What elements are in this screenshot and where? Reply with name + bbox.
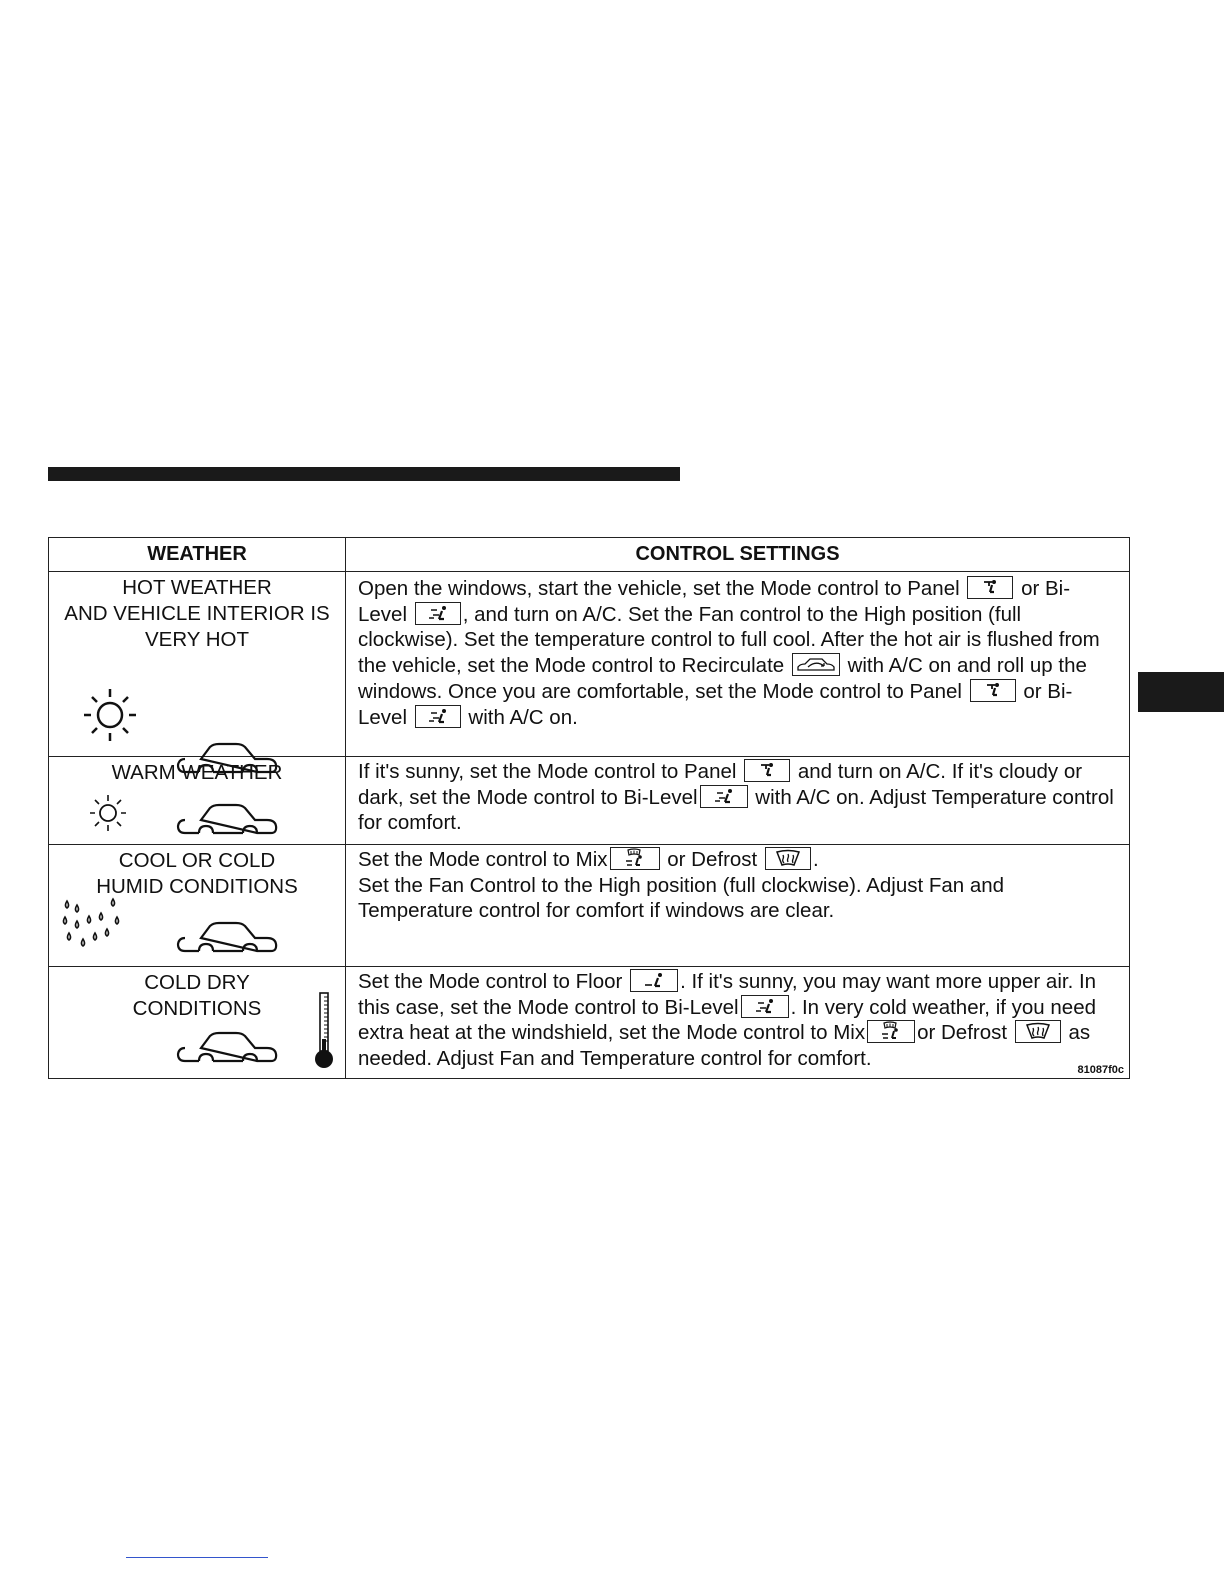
settings-text: Set the Mode control to Floor [358,970,623,993]
chapter-tab-marker [1138,672,1224,712]
raindrops-icon [61,897,127,955]
settings-text: . [812,848,819,871]
bilevel-mode-icon [415,602,461,625]
settings-text: or Bi-Level [358,577,1071,626]
settings-text: Set the Mode control to Mix [358,848,608,871]
bilevel-mode-icon [700,785,748,808]
settings-cell [346,757,1130,845]
bilevel-mode-icon [741,995,789,1018]
mix-mode-icon [867,1020,915,1043]
car-icon [175,919,279,955]
thermometer-icon [313,991,335,1071]
weather-cell [49,845,346,967]
settings-text: or Defrost [667,848,758,871]
settings-cell [346,845,1130,967]
car-icon [175,801,279,837]
figure-part-number: 81087f0c [1077,1063,1124,1076]
condition-line: CONDITIONS [132,997,262,1020]
table-row [49,967,1130,1079]
table-row [49,757,1130,845]
condition-line: COOL OR COLD [118,849,276,872]
settings-text: Set the Fan Control to the High position (full clockwise). Adjust Fan and Temperature control for comfort if windows are clear. [358,873,1005,923]
bilevel-mode-icon [415,705,461,728]
defrost-mode-icon [1015,1020,1061,1043]
settings-cell [346,967,1130,1079]
settings-text: with A/C on. Adjust Temperature control for comfort. [358,785,1114,835]
condition-line: AND VEHICLE INTERIOR IS [64,602,330,625]
mix-mode-icon [610,847,660,870]
settings-text: If it's sunny, set the Mode control to Panel [358,760,737,783]
weather-control-table [48,537,1130,1079]
settings-text: or Bi-Level [358,679,1073,729]
table-row [49,845,1130,967]
condition-line: HOT WEATHER [122,576,272,599]
condition-line: COLD DRY [144,971,250,994]
car-icon [175,1029,279,1065]
settings-text: . In very cold weather, if you need extra heat at the windshield, set the Mode control to Mix [358,995,1096,1045]
settings-text: and turn on A/C. If it's cloudy or dark, set the Mode control to Bi-Level [358,760,1083,809]
table-row [49,572,1130,757]
header-weather: WEATHER [49,538,346,572]
settings-text: . If it's sunny, you may want more upper air. In this case, set the Mode control to Bi-Level [358,970,1097,1019]
condition-line: VERY HOT [144,628,250,651]
recirculate-icon [792,653,840,676]
weather-cell [49,572,346,757]
section-header-bar [48,467,680,481]
sun-icon [85,791,131,835]
panel-mode-icon [967,576,1013,599]
settings-text: or Defrost [917,1021,1008,1045]
panel-mode-icon [970,679,1016,702]
settings-text: with A/C on. [468,705,578,729]
weather-cell [49,757,346,845]
settings-text: with A/C on and roll up the windows. Once you are comfortable, set the Mode control to Panel [358,654,1087,703]
header-control-settings: CONTROL SETTINGS [346,538,1130,572]
floor-mode-icon [630,969,678,992]
defrost-mode-icon [765,847,811,870]
page-link-underline[interactable] [126,1557,268,1558]
panel-mode-icon [744,759,790,782]
condition-line: HUMID CONDITIONS [96,875,298,898]
condition-line: WARM WEATHER [111,761,283,784]
settings-text: as needed. Adjust Fan and Temperature control for comfort. [358,1021,1091,1071]
settings-cell [346,572,1130,757]
settings-text: Open the windows, start the vehicle, set the Mode control to Panel [358,577,960,600]
settings-text: , and turn on A/C. Set the Fan control to the High position (full clockwise). Set the temperature control to full cool. After the hot air is flushed from the vehicle, set the Mode control to Recirculate [358,602,1100,678]
weather-cell [49,967,346,1079]
sun-icon [75,682,145,748]
